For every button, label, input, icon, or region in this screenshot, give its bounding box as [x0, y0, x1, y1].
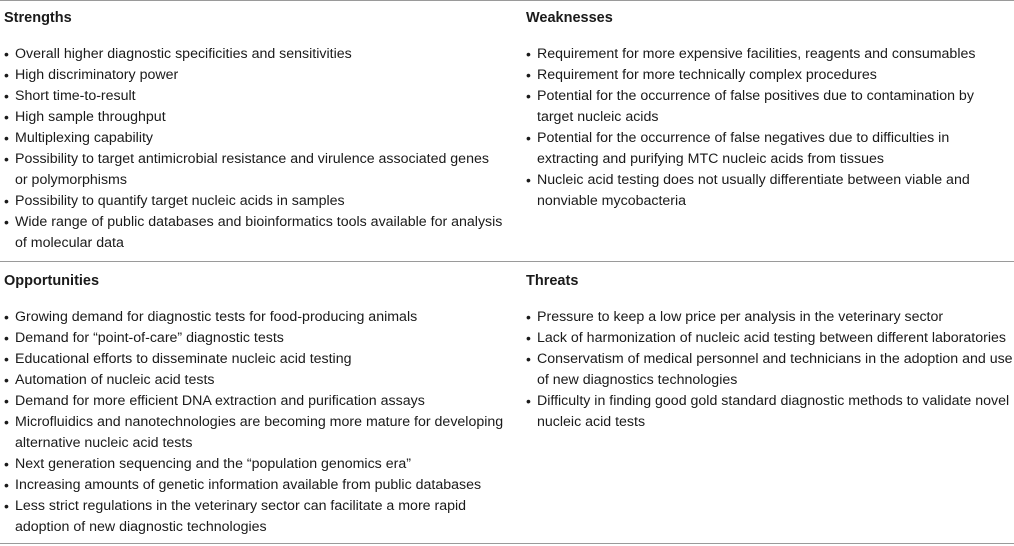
list-item: [526, 349, 1014, 391]
list-item-text: Overall higher diagnostic specificities and sensitivities: [15, 46, 352, 62]
list-item: [526, 170, 1014, 212]
bullet-icon: •: [526, 130, 531, 146]
list-item-text: Lack of harmonization of nucleic acid testing between different laboratories: [537, 330, 1006, 346]
list-item-text: Growing demand for diagnostic tests for food-producing animals: [15, 309, 418, 325]
bullet-icon: •: [4, 88, 9, 104]
list-item: [526, 307, 1014, 328]
list-item-text: High discriminatory power: [15, 67, 179, 83]
list-item-text: Nucleic acid testing does not usually differentiate between viable and nonviable mycobacteria: [537, 172, 970, 209]
list-item-text: Next generation sequencing and the “population genomics era”: [15, 456, 411, 472]
list-item-text: Potential for the occurrence of false negatives due to difficulties in extracting and purifying MTC nucleic acids from tissues: [537, 130, 950, 167]
threats-list: [526, 307, 1014, 433]
list-item: [4, 454, 504, 475]
list-item-text: Pressure to keep a low price per analysis in the veterinary sector: [537, 309, 944, 325]
bullet-icon: •: [4, 193, 9, 209]
list-item-text: Short time-to-result: [15, 88, 136, 104]
list-item: [526, 128, 1014, 170]
list-item: [526, 328, 1014, 349]
strengths-cell: [4, 0, 504, 254]
list-item: [4, 65, 504, 86]
bullet-icon: •: [4, 214, 9, 230]
threats-cell: [526, 262, 1014, 433]
weaknesses-list: [526, 44, 1014, 212]
bullet-icon: •: [4, 151, 9, 167]
weaknesses-cell: [526, 0, 1014, 212]
list-item-text: Demand for “point-of-care” diagnostic tests: [15, 330, 284, 346]
list-item: [4, 44, 504, 65]
list-item-text: High sample throughput: [15, 109, 166, 125]
list-item: [526, 86, 1014, 128]
list-item: [4, 496, 504, 538]
bullet-icon: •: [4, 498, 9, 514]
list-item: [4, 107, 504, 128]
list-item: [4, 391, 504, 412]
bullet-icon: •: [526, 67, 531, 83]
bullet-icon: •: [4, 46, 9, 62]
strengths-heading: Strengths: [4, 10, 72, 26]
list-item: [526, 44, 1014, 65]
bullet-icon: •: [4, 393, 9, 409]
bullet-icon: •: [526, 88, 531, 104]
list-item: [4, 307, 504, 328]
bullet-icon: •: [526, 330, 531, 346]
list-item-text: Wide range of public databases and bioinformatics tools available for analysis of molecular data: [15, 214, 503, 251]
list-item-text: Possibility to quantify target nucleic acids in samples: [15, 193, 345, 209]
list-item: [4, 191, 504, 212]
list-item-text: Educational efforts to disseminate nucleic acid testing: [15, 351, 352, 367]
list-item: [4, 149, 504, 191]
bullet-icon: •: [526, 172, 531, 188]
list-item-text: Conservatism of medical personnel and technicians in the adoption and use of new diagnostics technologies: [537, 351, 1013, 388]
list-item-text: Automation of nucleic acid tests: [15, 372, 215, 388]
bullet-icon: •: [4, 130, 9, 146]
table-bottom-rule: [0, 543, 1014, 544]
weaknesses-heading: Weaknesses: [526, 10, 613, 26]
list-item-text: Increasing amounts of genetic information available from public databases: [15, 477, 482, 493]
list-item: [4, 370, 504, 391]
list-item: [526, 391, 1014, 433]
list-item: [4, 412, 504, 454]
list-item: [4, 475, 504, 496]
bullet-icon: •: [4, 414, 9, 430]
opportunities-heading: Opportunities: [4, 273, 100, 289]
bullet-icon: •: [4, 309, 9, 325]
list-item: [4, 212, 504, 254]
list-item-text: Microfluidics and nanotechnologies are becoming more mature for developing alternative nucleic acid tests: [15, 414, 504, 451]
bullet-icon: •: [4, 477, 9, 493]
list-item-text: Difficulty in finding good gold standard diagnostic methods to validate novel nucleic acid tests: [537, 393, 1010, 430]
bullet-icon: •: [526, 309, 531, 325]
bullet-icon: •: [4, 372, 9, 388]
bullet-icon: •: [526, 351, 531, 367]
list-item-text: Requirement for more technically complex procedures: [537, 67, 877, 83]
bullet-icon: •: [4, 67, 9, 83]
bullet-icon: •: [4, 351, 9, 367]
list-item: [4, 86, 504, 107]
list-item-text: Less strict regulations in the veterinary sector can facilitate a more rapid adoption of new diagnostic technologies: [15, 498, 467, 535]
bullet-icon: •: [4, 109, 9, 125]
list-item-text: Requirement for more expensive facilities, reagents and consumables: [537, 46, 976, 62]
list-item-text: Potential for the occurrence of false positives due to contamination by target nucleic acids: [537, 88, 974, 125]
bullet-icon: •: [526, 393, 531, 409]
bullet-icon: •: [4, 456, 9, 472]
opportunities-cell: [4, 262, 504, 538]
strengths-list: [4, 44, 504, 254]
list-item: [4, 128, 504, 149]
list-item: [526, 65, 1014, 86]
list-item-text: Possibility to target antimicrobial resistance and virulence associated genes or polymorphisms: [15, 151, 489, 188]
opportunities-list: [4, 307, 504, 538]
bullet-icon: •: [526, 46, 531, 62]
bullet-icon: •: [4, 330, 9, 346]
list-item-text: Multiplexing capability: [15, 130, 154, 146]
list-item: [4, 328, 504, 349]
list-item-text: Demand for more efficient DNA extraction and purification assays: [15, 393, 425, 409]
list-item: [4, 349, 504, 370]
threats-heading: Threats: [526, 273, 579, 289]
